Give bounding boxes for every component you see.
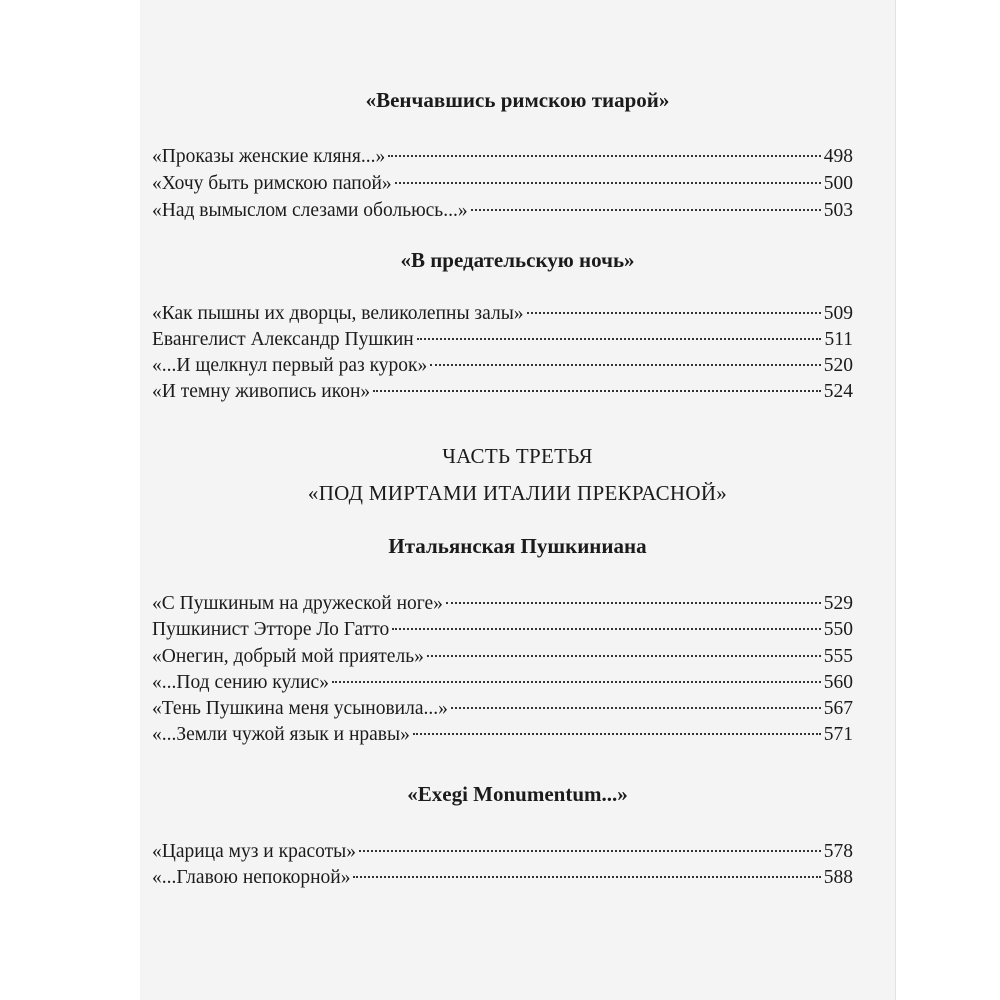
section-heading-4: «Exegi Monumentum...» <box>407 782 628 806</box>
toc-leader-dots <box>388 155 821 157</box>
part-label: ЧАСТЬ ТРЕТЬЯ <box>442 444 593 468</box>
toc-entry-page: 498 <box>823 146 853 167</box>
toc-entry-page: 529 <box>823 593 853 614</box>
toc-entry-title: «И темну живопись икон» <box>152 381 371 402</box>
toc-leader-dots <box>353 876 820 878</box>
page-edge-background <box>0 0 140 1000</box>
section-heading-3: Итальянская Пушкиниана <box>388 534 647 558</box>
toc-entry[interactable] <box>152 672 853 698</box>
toc-entry-page: 555 <box>823 646 853 667</box>
toc-leader-dots <box>451 707 821 709</box>
toc-leader-dots <box>417 338 822 340</box>
toc-entry[interactable] <box>152 619 853 645</box>
toc-entry-title: «Царица муз и красоты» <box>152 841 357 862</box>
toc-leader-dots <box>373 390 821 392</box>
toc-entry-page: 588 <box>823 867 853 888</box>
toc-entry-title: «...И щелкнул первый раз курок» <box>152 355 428 376</box>
toc-entry[interactable] <box>152 724 853 750</box>
toc-entry-page: 571 <box>823 724 853 745</box>
toc-leader-dots <box>427 655 821 657</box>
toc-entry[interactable] <box>152 841 853 867</box>
toc-leader-dots <box>395 182 821 184</box>
toc-entry-page: 524 <box>823 381 853 402</box>
toc-entry[interactable] <box>152 200 853 226</box>
toc-entry-page: 503 <box>823 200 853 221</box>
part-title: «ПОД МИРТАМИ ИТАЛИИ ПРЕКРАСНОЙ» <box>307 481 728 505</box>
toc-leader-dots <box>413 733 821 735</box>
toc-entry[interactable] <box>152 381 853 407</box>
section-heading-2: «В предательскую ночь» <box>400 248 635 272</box>
toc-entry-title: Пушкинист Этторе Ло Гатто <box>152 619 390 640</box>
toc-entry-title: «Тень Пушкина меня усыновила...» <box>152 698 448 719</box>
right-margin-background <box>896 0 1000 1000</box>
toc-entry-page: 560 <box>823 672 853 693</box>
toc-entry-title: «...Под сению кулис» <box>152 672 329 693</box>
section-heading-1: «Венчавшись римскою тиарой» <box>365 88 670 112</box>
toc-entry[interactable] <box>152 355 853 381</box>
toc-entry[interactable] <box>152 867 853 893</box>
toc-entry-title: «Хочу быть римскою папой» <box>152 173 392 194</box>
toc-leader-dots <box>332 681 821 683</box>
toc-entry[interactable] <box>152 698 853 724</box>
toc-entry-title: Евангелист Александр Пушкин <box>152 329 414 350</box>
toc-entry-title: «Над вымыслом слезами обольюсь...» <box>152 200 468 221</box>
toc-entry[interactable] <box>152 146 853 172</box>
toc-entry[interactable] <box>152 329 853 355</box>
toc-entry-title: «С Пушкиным на дружеской ноге» <box>152 593 443 614</box>
toc-entry[interactable] <box>152 303 853 329</box>
toc-entry-page: 550 <box>823 619 853 640</box>
toc-leader-dots <box>446 602 821 604</box>
toc-leader-dots <box>471 209 821 211</box>
toc-entry-title: «Проказы женские кляня...» <box>152 146 386 167</box>
toc-leader-dots <box>527 312 821 314</box>
toc-entry[interactable] <box>152 646 853 672</box>
toc-leader-dots <box>359 850 821 852</box>
toc-entry[interactable] <box>152 593 853 619</box>
toc-entry-page: 578 <box>823 841 853 862</box>
toc-entry-page: 509 <box>823 303 853 324</box>
toc-entry-title: «Онегин, добрый мой приятель» <box>152 646 424 667</box>
toc-leader-dots <box>430 364 820 366</box>
toc-leader-dots <box>392 628 821 630</box>
toc-entry-title: «Как пышны их дворцы, великолепны залы» <box>152 303 524 324</box>
toc-entry[interactable] <box>152 173 853 199</box>
toc-entry-page: 511 <box>824 329 853 350</box>
toc-entry-page: 567 <box>823 698 853 719</box>
toc-entry-title: «...Земли чужой язык и нравы» <box>152 724 410 745</box>
toc-entry-page: 500 <box>823 173 853 194</box>
toc-entry-page: 520 <box>823 355 853 376</box>
toc-entry-title: «...Главою непокорной» <box>152 867 351 888</box>
